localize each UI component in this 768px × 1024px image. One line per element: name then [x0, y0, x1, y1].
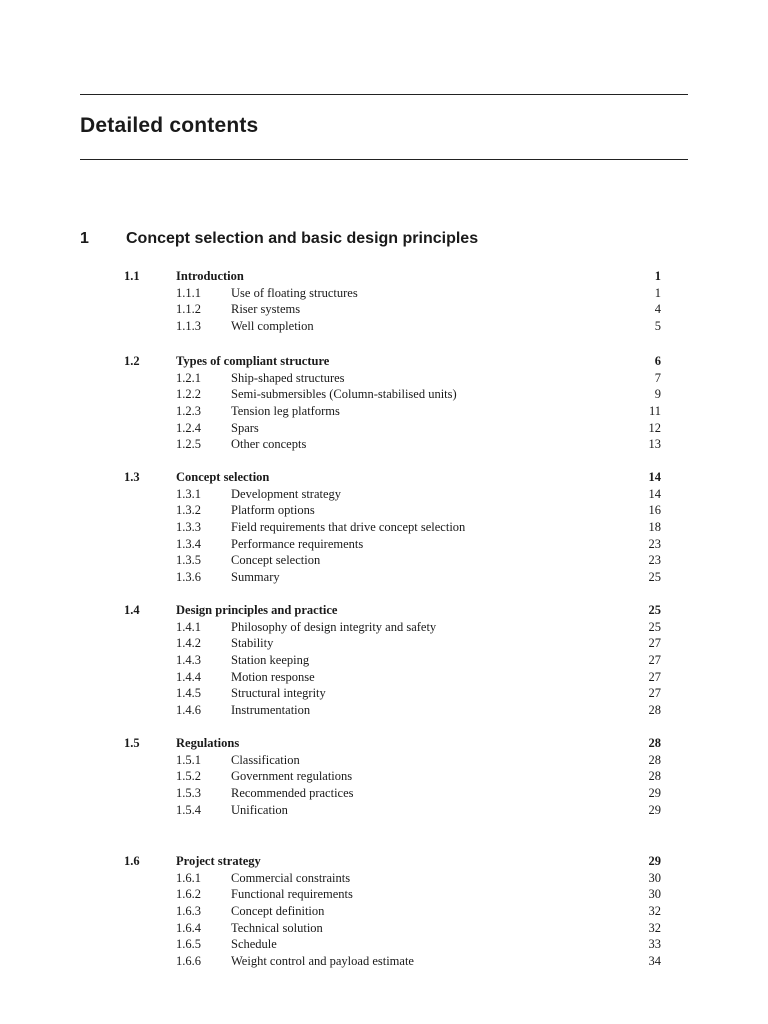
subsection-title: Well completion [231, 319, 314, 334]
subsection-row[interactable] [0, 652, 768, 669]
subsection-page: 27 [648, 686, 661, 701]
subsection-page: 23 [648, 553, 661, 568]
subsection-title: Concept definition [231, 904, 325, 919]
subsection-number: 1.6.3 [176, 904, 201, 919]
subsection-page: 25 [648, 619, 661, 634]
section-page: 6 [654, 354, 661, 368]
section-heading-row[interactable] [0, 353, 768, 370]
subsection-page: 14 [648, 486, 661, 501]
section-page: 14 [648, 470, 661, 484]
subsection-number: 1.2.4 [176, 420, 201, 435]
subsection-row[interactable] [0, 752, 768, 769]
section-number: 1.3 [124, 470, 140, 484]
subsection-title: Summary [231, 570, 280, 585]
subsection-row[interactable] [0, 619, 768, 636]
subsection-title: Philosophy of design integrity and safety [231, 619, 437, 634]
subsection-page: 1 [654, 285, 661, 300]
subsection-number: 1.4.4 [176, 669, 201, 684]
section-title: Regulations [176, 736, 240, 750]
subsection-page: 12 [648, 420, 661, 435]
top-rule [80, 94, 688, 95]
subsection-number: 1.1.1 [176, 285, 201, 300]
subsection-page: 34 [648, 954, 661, 969]
subsection-number: 1.2.2 [176, 387, 201, 402]
subsection-page: 32 [648, 904, 661, 919]
subsection-page: 27 [648, 653, 661, 668]
section-heading-row[interactable] [0, 469, 768, 486]
subsection-title: Unification [231, 802, 288, 817]
subsection-number: 1.3.2 [176, 503, 201, 518]
subsection-title: Functional requirements [231, 887, 353, 902]
subsection-page: 18 [648, 520, 661, 535]
subsection-title: Recommended practices [231, 786, 354, 801]
subsection-number: 1.4.1 [176, 619, 201, 634]
subsection-title: Commercial constraints [231, 870, 351, 885]
subsection-title: Performance requirements [231, 536, 364, 551]
subsection-page: 33 [648, 937, 661, 952]
section-title: Types of compliant structure [176, 354, 330, 368]
subsection-title: Other concepts [231, 437, 307, 452]
section-heading-row[interactable] [0, 602, 768, 619]
subsection-number: 1.5.2 [176, 769, 201, 784]
subsection-number: 1.4.3 [176, 653, 201, 668]
toc-section [0, 469, 768, 586]
subsection-number: 1.6.6 [176, 954, 201, 969]
section-number: 1.4 [124, 603, 140, 617]
section-number: 1.1 [124, 269, 140, 283]
toc-section [0, 353, 768, 453]
subsection-number: 1.3.4 [176, 536, 201, 551]
section-number: 1.6 [124, 854, 140, 868]
section-page: 29 [648, 854, 661, 868]
bottom-rule [80, 159, 688, 160]
subsection-page: 11 [648, 404, 661, 419]
subsection-title: Spars [231, 420, 259, 435]
subsection-page: 29 [648, 786, 661, 801]
subsection-title: Development strategy [231, 486, 342, 501]
subsection-number: 1.6.1 [176, 870, 201, 885]
subsection-number: 1.5.4 [176, 802, 201, 817]
subsection-number: 1.2.1 [176, 370, 201, 385]
subsection-row[interactable] [0, 569, 768, 586]
subsection-page: 13 [648, 437, 661, 452]
section-heading-row[interactable] [0, 853, 768, 870]
subsection-title: Station keeping [231, 653, 310, 668]
subsection-title: Technical solution [231, 920, 323, 935]
subsection-title: Motion response [231, 669, 315, 684]
toc-section [0, 853, 768, 970]
subsection-row[interactable] [0, 635, 768, 652]
subsection-row[interactable] [0, 370, 768, 387]
subsection-title: Schedule [231, 937, 277, 952]
section-number: 1.5 [124, 736, 140, 750]
subsection-title: Weight control and payload estimate [231, 954, 414, 969]
section-title: Design principles and practice [176, 603, 338, 617]
subsection-row[interactable] [0, 285, 768, 302]
subsection-row[interactable] [0, 519, 768, 536]
subsection-row[interactable] [0, 870, 768, 887]
subsection-page: 27 [648, 669, 661, 684]
chapter-number: 1 [80, 230, 89, 247]
subsection-row[interactable] [0, 936, 768, 953]
subsection-page: 7 [654, 370, 661, 385]
subsection-title: Structural integrity [231, 686, 326, 701]
subsection-number: 1.5.1 [176, 752, 201, 767]
subsection-row[interactable] [0, 785, 768, 802]
subsection-row[interactable] [0, 903, 768, 920]
subsection-row[interactable] [0, 953, 768, 970]
subsection-title: Stability [231, 636, 274, 651]
subsection-title: Platform options [231, 503, 315, 518]
subsection-page: 25 [648, 570, 661, 585]
subsection-row[interactable] [0, 702, 768, 719]
subsection-title: Semi-submersibles (Column-stabilised units) [231, 387, 457, 402]
subsection-row[interactable] [0, 768, 768, 785]
subsection-page: 29 [648, 802, 661, 817]
subsection-page: 28 [648, 703, 661, 718]
subsection-title: Tension leg platforms [231, 404, 340, 419]
subsection-page: 30 [648, 887, 661, 902]
section-title: Project strategy [176, 854, 261, 868]
subsection-title: Classification [231, 752, 300, 767]
subsection-row[interactable] [0, 420, 768, 437]
subsection-row[interactable] [0, 669, 768, 686]
subsection-number: 1.3.5 [176, 553, 201, 568]
subsection-row[interactable] [0, 386, 768, 403]
subsection-number: 1.5.3 [176, 786, 201, 801]
subsection-page: 16 [648, 503, 661, 518]
subsection-page: 9 [654, 387, 661, 402]
subsection-page: 28 [648, 769, 661, 784]
subsection-row[interactable] [0, 685, 768, 702]
subsection-number: 1.6.2 [176, 887, 201, 902]
toc-section [0, 602, 768, 719]
section-title: Concept selection [176, 470, 270, 484]
subsection-number: 1.3.1 [176, 486, 201, 501]
subsection-page: 23 [648, 536, 661, 551]
page-title: Detailed contents [80, 114, 259, 137]
subsection-row[interactable] [0, 802, 768, 819]
subsection-number: 1.6.5 [176, 937, 201, 952]
subsection-number: 1.3.6 [176, 570, 201, 585]
subsection-title: Use of floating structures [231, 285, 358, 300]
section-title: Introduction [176, 269, 244, 283]
subsection-page: 32 [648, 920, 661, 935]
chapter-title: Concept selection and basic design principles [126, 230, 479, 247]
subsection-row[interactable] [0, 318, 768, 335]
subsection-title: Instrumentation [231, 703, 311, 718]
subsection-page: 30 [648, 870, 661, 885]
section-page: 1 [654, 269, 661, 283]
toc-section [0, 735, 768, 818]
subsection-number: 1.2.3 [176, 404, 201, 419]
subsection-title: Field requirements that drive concept selection [231, 520, 466, 535]
subsection-row[interactable] [0, 536, 768, 553]
subsection-number: 1.6.4 [176, 920, 201, 935]
section-heading-row[interactable] [0, 735, 768, 752]
toc-section [0, 268, 768, 335]
subsection-row[interactable] [0, 403, 768, 420]
subsection-title: Ship-shaped structures [231, 370, 345, 385]
subsection-title: Concept selection [231, 553, 321, 568]
subsection-row[interactable] [0, 436, 768, 453]
subsection-title: Government regulations [231, 769, 353, 784]
subsection-row[interactable] [0, 886, 768, 903]
subsection-number: 1.3.3 [176, 520, 201, 535]
subsection-number: 1.1.2 [176, 302, 201, 317]
section-page: 25 [648, 603, 661, 617]
subsection-row[interactable] [0, 502, 768, 519]
subsection-title: Riser systems [231, 302, 301, 317]
subsection-page: 5 [654, 319, 661, 334]
subsection-number: 1.4.6 [176, 703, 201, 718]
subsection-row[interactable] [0, 486, 768, 503]
subsection-page: 28 [648, 752, 661, 767]
subsection-row[interactable] [0, 301, 768, 318]
subsection-number: 1.1.3 [176, 319, 201, 334]
subsection-page: 27 [648, 636, 661, 651]
subsection-number: 1.4.2 [176, 636, 201, 651]
subsection-page: 4 [654, 302, 661, 317]
subsection-number: 1.2.5 [176, 437, 201, 452]
section-number: 1.2 [124, 354, 140, 368]
subsection-row[interactable] [0, 920, 768, 937]
section-page: 28 [648, 736, 661, 750]
subsection-number: 1.4.5 [176, 686, 201, 701]
section-heading-row[interactable] [0, 268, 768, 285]
subsection-row[interactable] [0, 552, 768, 569]
